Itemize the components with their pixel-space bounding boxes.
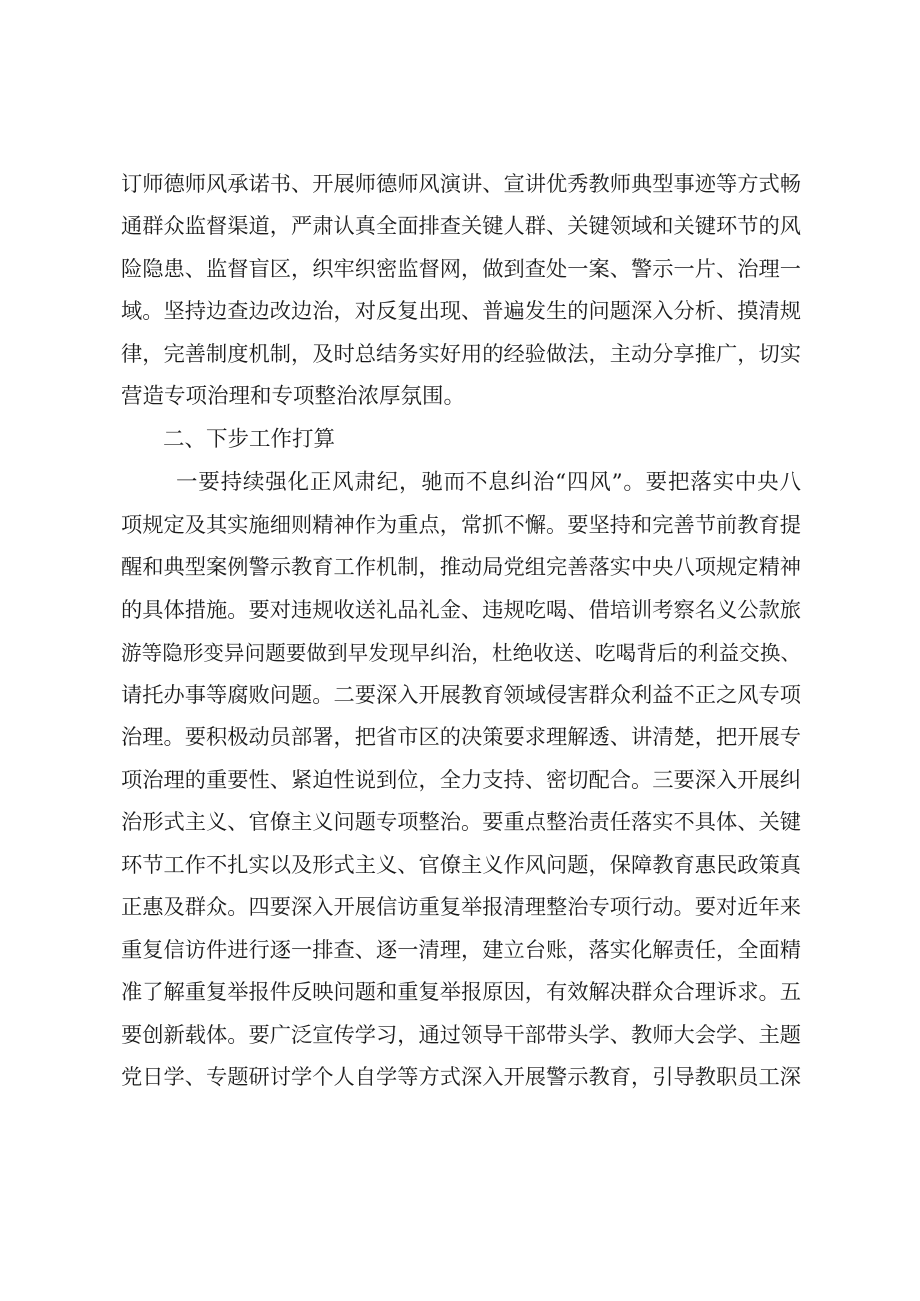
paragraph-2-line-2: 项规定及其实施细则精神作为重点，常抓不懈。要坚持和完善节前教育提 bbox=[121, 513, 802, 538]
paragraph-2-line-7: 治理。要积极动员部署，把省市区的决策要求理解透、讲清楚，把开展专 bbox=[121, 725, 802, 750]
paragraph-2-line-8: 项治理的重要性、紧迫性说到位，全力支持、密切配合。三要深入开展纠 bbox=[121, 768, 802, 793]
paragraph-2-line-10: 环节工作不扎实以及形式主义、官僚主义作风问题，保障教育惠民政策真 bbox=[121, 853, 802, 878]
paragraph-2-line-6: 请托办事等腐败问题。二要深入开展教育领域侵害群众利益不正之风专项 bbox=[121, 683, 802, 708]
paragraph-2-line-5: 游等隐形变异问题要做到早发现早纠治，杜绝收送、吃喝背后的利益交换、 bbox=[121, 641, 801, 665]
paragraph-2-line-12: 重复信访件进行逐一排查、逐一清理，建立台账，落实化解责任，全面精 bbox=[121, 938, 802, 963]
paragraph-2-line-1: 一要持续强化正风肃纪，驰而不息纠治“四风”。要把落实中央八 bbox=[176, 470, 801, 495]
paragraph-1-line-2: 通群众监督渠道，严肃认真全面排查关键人群、关键领域和关键环节的风 bbox=[121, 214, 802, 239]
paragraph-1-line-5: 律，完善制度机制，及时总结务实好用的经验做法，主动分享推广，切实 bbox=[121, 342, 802, 367]
paragraph-2-line-13: 准了解重复举报件反映问题和重复举报原因，有效解决群众合理诉求。五 bbox=[121, 980, 802, 1005]
paragraph-1-line-6: 营造专项治理和专项整治浓厚氛围。 bbox=[121, 384, 466, 409]
paragraph-2-line-4: 的具体措施。要对违规收送礼品礼金、违规吃喝、借培训考察名义公款旅 bbox=[121, 598, 802, 623]
paragraph-2-line-11: 正惠及群众。四要深入开展信访重复举报清理整治专项行动。要对近年来 bbox=[121, 895, 802, 920]
paragraph-1-line-1: 订师德师风承诺书、开展师德师风演讲、宣讲优秀教师典型事迹等方式畅 bbox=[121, 172, 802, 197]
paragraph-1-line-3: 险隐患、监督盲区，织牢织密监督网，做到查处一案、警示一片、治理一 bbox=[121, 257, 802, 282]
paragraph-2-line-3: 醒和典型案例警示教育工作机制，推动局党组完善落实中央八项规定精神 bbox=[121, 555, 802, 580]
section-heading: 二、下步工作打算 bbox=[163, 427, 336, 452]
paragraph-2-line-9: 治形式主义、官僚主义问题专项整治。要重点整治责任落实不具体、关键 bbox=[121, 810, 802, 835]
paragraph-2-line-14: 要创新载体。要广泛宣传学习，通过领导干部带头学、教师大会学、主题 bbox=[121, 1023, 802, 1048]
paragraph-1-line-4: 域。坚持边查边改边治，对反复出现、普遍发生的问题深入分析、摸清规 bbox=[121, 299, 802, 324]
paragraph-2-line-15: 党日学、专题研讨学个人自学等方式深入开展警示教育，引导教职员工深 bbox=[121, 1065, 802, 1090]
